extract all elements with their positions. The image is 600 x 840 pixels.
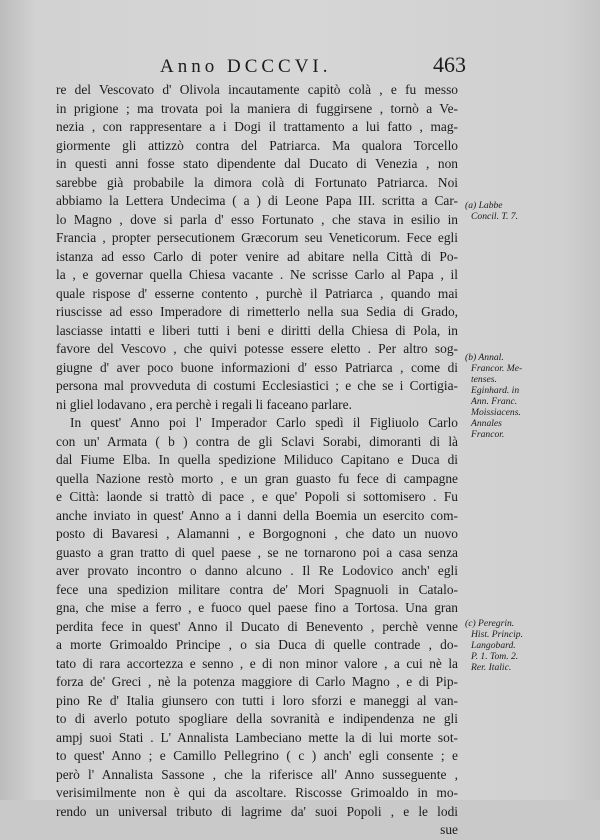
note-line: Rer. Italic.	[471, 662, 512, 673]
note-line: Francor.	[471, 429, 505, 440]
catchword: sue	[440, 822, 458, 837]
text-line: sarebbe già probabile la dimora colà di Fortunato Patriarca. Noi	[56, 174, 458, 190]
text-line: dal Fiume Elba. In quella spedizione Miliduco Capitano e Duca di	[56, 452, 458, 467]
note-line: (a) Labbe	[465, 200, 503, 211]
text-line: tato di rara accortezza e senno , e di non minor valore , a cui nè la	[56, 655, 458, 671]
note-line: tenses.	[471, 374, 497, 385]
note-line: Eginhard. in	[471, 385, 520, 396]
text-line: re del Vescovato d' Olivola incautamente capitò colà , e fu messo	[56, 82, 458, 97]
text-line: giugne d' aver poco buone informazioni d' esso Patriarca , come di	[56, 359, 458, 375]
text-line: e Città: laonde si trattò di pace , e que' Popoli si sottomisero . Fu	[56, 489, 458, 504]
text-line: anche inviato in quest' Anno a i danni della Boemia un esercito com-	[56, 507, 458, 523]
text-line: quale rispose d' esserne contento , purchè il Patriarca , quando mai	[56, 285, 458, 301]
page-number: 463	[433, 52, 466, 77]
text-line: pino Re d' Italia giunsero con tutti i loro sforzi e maneggi al van-	[56, 692, 458, 708]
text-line: persona mal provveduta di costumi Ecclesiastici ; e che se i Cortigia-	[56, 378, 458, 393]
text-line: con un' Armata ( b ) contra de gli Sclavi Sorabi, dimoranti di là	[56, 433, 458, 449]
text-line: to quest' Anno ; e Camillo Pellegrino ( c ) anch' egli consente ; e	[56, 748, 458, 763]
margin-note-b	[465, 352, 595, 440]
note-line: Francor. Me-	[471, 363, 523, 374]
text-line: gna, che mise a ferro , e fuoco quel paese fino a Tortosa. Una gran	[56, 600, 458, 615]
running-head	[0, 50, 600, 80]
body-text	[56, 81, 458, 840]
text-line: giormente gli attizzò contra del Patriarca. Ma qualora Torcello	[56, 137, 458, 153]
note-line: Concil. T. 7.	[471, 211, 518, 222]
running-title: Anno DCCCVI.	[160, 56, 332, 77]
margin-note-a	[465, 200, 595, 222]
text-line-paragraph-start: In quest' Anno poi l' Imperador Carlo spedì il Figliuolo Carlo	[70, 415, 458, 430]
text-line: istanza ad esso Carlo di poter venire ad abitare nella Città di Po-	[56, 248, 458, 264]
note-line: (c) Peregrin.	[465, 618, 515, 629]
text-line: lo Magno , dove si parla d' esso Fortunato , che stava in esilio in	[56, 211, 458, 227]
text-line: lasciasse intatti e liberi tutti i beni e diritti della Chiesa di Pola, in	[56, 322, 458, 338]
text-line: perdita fece in quest' Anno il Ducato di Benevento , perchè venne	[56, 618, 458, 634]
text-line: Francia , propter persecutionem Græcorum seu Veneticorum. Fece egli	[56, 230, 458, 245]
note-line: Moissiacens.	[471, 407, 521, 418]
text-line: quella Nazione restò morto , e un gran guasto fu fece di campagne	[56, 470, 458, 486]
text-line: la , e governar quella Chiesa vacante . Ne scrisse Carlo al Papa , il	[56, 267, 458, 282]
text-line: ampj suoi Stati . L' Annalista Lambeciano mette la di lui morte sot-	[56, 729, 458, 745]
text-line: abbiamo la Lettera Undecima ( a ) di Leone Papa III. scritta a Car-	[56, 193, 458, 208]
note-line: P. 1. Tom. 2.	[471, 651, 519, 662]
text-line: favore del Vescovo , che quivi potesse essere eletto . Per altro sog-	[56, 341, 458, 356]
text-line-paragraph-end: ni gliel lodavano , era perchè i regali li faceano parlare.	[56, 396, 352, 412]
text-line: in prigione ; ma trovata poi la maniera di fuggirsene , tornò a Ve-	[56, 100, 458, 116]
note-line: (b) Annal.	[465, 352, 504, 363]
text-line: in questi anni fosse stato dipendente dal Ducato di Venezia , non	[56, 156, 458, 171]
note-line: Langobard.	[471, 640, 516, 651]
text-line: fece una spedizion militare contra de' Mori Spagnuoli in Catalo-	[56, 581, 458, 597]
text-line: forza de' Greci , nè la potenza maggiore di Carlo Magno , e di Pip-	[56, 674, 458, 689]
margin-note-c	[465, 618, 595, 673]
text-line: verisimilmente non è qui da ascoltare. Riscosse Grimoaldo in mo-	[56, 785, 458, 800]
text-line: guasto a gran tratto di quel paese , se ne tornarono poi a casa senza	[56, 544, 458, 560]
text-line: posto di Bavaresi , Alamanni , e Borgognoni , che dato un nuovo	[56, 526, 458, 541]
text-line: però l' Annalista Sassone , che la riferisce all' Anno susseguente ,	[56, 766, 458, 782]
text-line: nezia , con rappresentare a i Dogi il trattamento a lui fatto , mag-	[56, 119, 458, 134]
note-line: Hist. Princip.	[471, 629, 523, 640]
text-line: a morte Grimoaldo Principe , o sia Duca di quelle contrade , do-	[56, 637, 458, 652]
text-line: to di averlo potuto spogliare della sovranità e indipendenza ne gli	[56, 711, 458, 726]
text-line: riuscisse ad esso Imperadore di rimetterlo nella sua Sedia di Grado,	[56, 304, 458, 319]
note-line: Ann. Franc.	[471, 396, 518, 407]
text-line: aver provato incontro o danno alcuno . Il Re Lodovico anch' egli	[56, 563, 458, 578]
text-line: rendo un universal tributo di lagrime da' suoi Popoli , e le lodi	[56, 803, 458, 819]
note-line: Annales	[471, 418, 502, 429]
